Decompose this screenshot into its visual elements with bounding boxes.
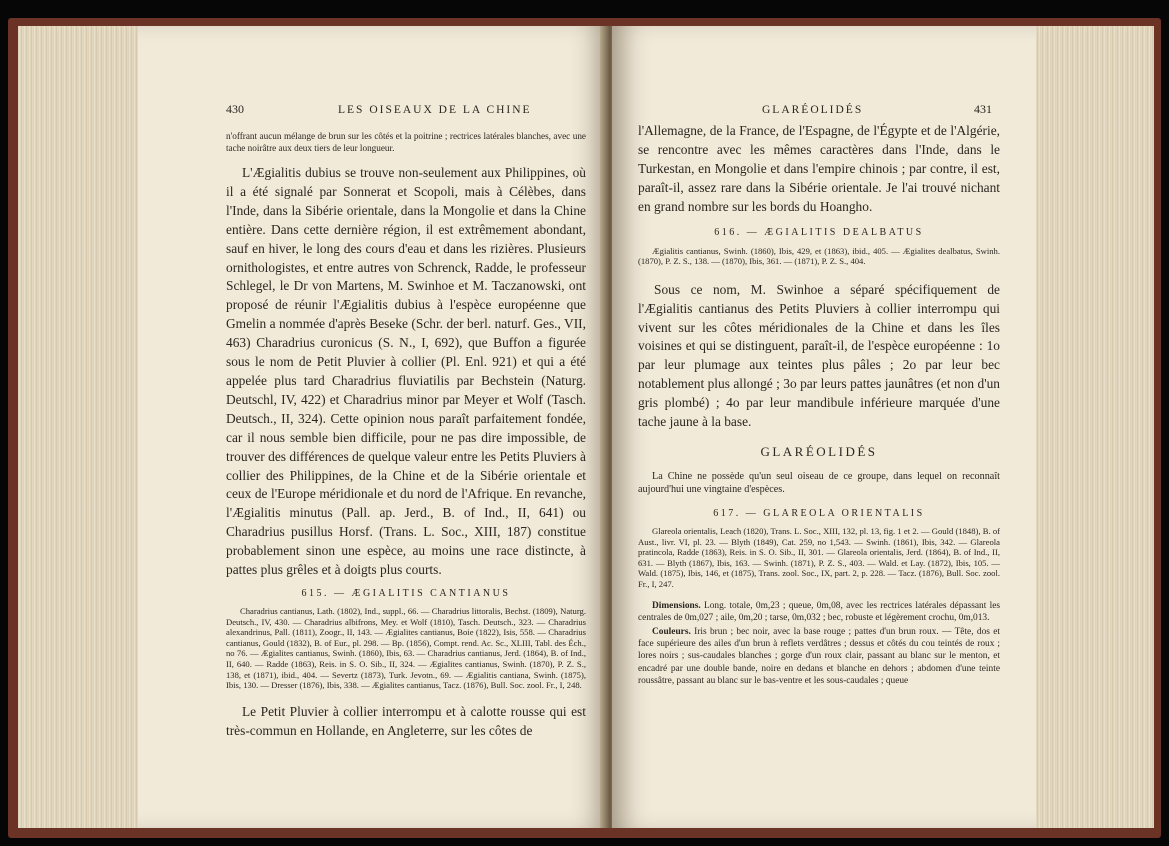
couleurs-text: Iris brun ; bec noir, avec la base rouge ; pattes d'un brun roux. — Tête, dos et face supérieure des ailes d'un brun à reflets verdâtres ; dessus et côtés du cou teintés de roux ; lores noirs ; sus-caudales blanches ; gorge d'un roux clair, passant au blanc sur le menton, et encadré par une double bande, noire en dedans et blanche en dehors ; abdomen d'une teinte roussâtre, passant au blanc sur le bas-ventre et les sous-caudales ; queue [638, 626, 1001, 686]
paragraph: Le Petit Pluvier à collier interrompu et à calotte rousse qui est très-commun en Hollande, en Angleterre, sur les côtes de [226, 703, 586, 738]
section-heading: 615. — ÆGIALITIS CANTIANUS [301, 587, 511, 599]
running-head: GLARÉOLIDÉS [762, 104, 864, 116]
couleurs-paragraph [638, 626, 1000, 687]
synonymy: Ægialitis cantianus, Swinh. (1860), Ibis, 429, et (1863), ibid., 405. — Ægialites dealbatus, Swinh. (1870), P. Z. S., 138. — (1870), Ibis, 361. — (1871), P. Z. S., 404. [638, 245, 1000, 267]
synonymy: Glareola orientalis, Leach (1820), Trans. L. Soc., XIII, 132, pl. 13, fig. 1 et 2. — Gould (1848), B. of Aust., livr. VI, pl. 23. — Blyth (1849), Cat. 259, no 1,543. — Swinh. (1861), Ibis, 342. — Glareola pratincola, Radde (1863), Reis. in S. O. Sib., II, 301. — Glareola orientalis, Jerd. (1864), B. of Ind., II, 631. — Blyth (1867), Ibis, 163. — Swinh. (1871), P. Z. S., 403. — Wald. et Lay. (1872), Ibis, 105. — Wald. (1875), Ibis, 146, et (1875), Trans. zool. Soc., IX, part. 2, p. 228. — Tacz. (1876), Bull. Soc. zool. Fr., I, 247. [638, 525, 1000, 589]
paragraph: l'Allemagne, de la France, de l'Espagne, de l'Égypte et de l'Algérie, se rencontre avec les mêmes caractères dans l'Inde, dans le Turkestan, en Mongolie et dans l'empire chinois ; par contre, il est, paraît-il, assez rare dans la Sibérie orientale. Je l'ai trouvé nichant en grand nombre sur les bords du Hoangho. [638, 123, 1000, 214]
dimensions-text: Long. totale, 0m,23 ; queue, 0m,08, avec les rectrices latérales dépassant les centrales de 0m,027 ; aile, 0m,20 ; tarse, 0m,032 ; bec, robuste et légèrement crochu, 0m,013. [638, 600, 1001, 623]
right-page [612, 26, 1036, 828]
left-page [138, 26, 608, 828]
page-edges-right [1026, 26, 1154, 828]
synonymy: Charadrius cantianus, Lath. (1802), Ind., suppl., 66. — Charadrius littoralis, Bechst. (1809), Naturg. Deutsch., IV, 430. — Charadrius albifrons, Mey. et Wolf (1810), Tasch. Deutsch., 323. — Charadrius alexandrinus, Pall. (1811), Zoogr., II, 143. — Ægialites cantianus, Boie (1822), Isis, 558. — Charadrius cantianus, Gould (1832), B. of Eur., pl. 298. — Bp. (1856), Compt. rend. Ac. Sc., XLIII, Tabl. des Éch., no 76. — Ægialites cantianus, Swinh. (1860), Ibis, 63. — Charadrius cantianus, Jerd. (1864), B. of Ind., II, 640. — Radde (1863), Reis. in S. O. Sib., II, 324. — Ægialites cantianus, Swinh. (1870), P. Z. S., 138, et (1871), ibid., 404. — Severtz (1873), Turk. Jevotn., 69. — Ægialitis cantiana, Swinh. (1875), Ibis, 130. — Dresser (1876), Ibis, 338. — Ægialites cantianus, Tacz. (1876), Bull. Soc. zool. Fr., I, 248. [226, 605, 586, 691]
couleurs-label: Couleurs. [652, 626, 691, 637]
paragraph: La Chine ne possède qu'un seul oiseau de ce groupe, dans lequel on reconnaît aujourd'hui une vingtaine d'espèces. [638, 470, 1000, 495]
page-number: 431 [974, 102, 992, 116]
section-heading: 617. — GLAREOLA ORIENTALIS [713, 507, 925, 519]
page-edges-left [18, 26, 148, 828]
dimensions-paragraph [638, 600, 1000, 624]
page-number: 430 [226, 102, 244, 116]
section-heading: 616. — ÆGIALITIS DEALBATUS [714, 226, 924, 238]
paragraph: L'Ægialitis dubius se trouve non-seulement aux Philippines, où il a été signalé par Sonnerat et Scopoli, mais à Célèbes, dans l'Inde, dans la Sibérie orientale, dans la Mongolie et dans la Chine entière. Dans cette dernière région, il est extrêmement abondant, sauf en hiver, le long des cours d'eau et dans les rizières. Plusieurs ornithologistes, et entre autres von Schrenck, Radde, le professeur Schlegel, le Dr von Martens, M. Swinhoe et M. Taczanowski, ont proposé de réunir l'Ægialitis dubius à l'espèce européenne que Gmelin a nommée d'après Beseke (Schr. der berl. naturf. Ges., VII, 463) Charadrius curonicus (S. N., I, 692), que Buffon a figurée sous le nom de Petit Pluvier à collier (Pl. Enl. 921) et qui a été appelée plus tard Charadrius fluviatilis par Bechstein (Naturg. Deutschl, IV, 422) et Charadrius minor par Meyer et Wolf (Tasch. Deutsch., II, 324). Cette opinion nous paraît parfaitement fondée, car il nous semble bien difficile, pour ne pas dire impossible, de trouver des différences de quelque valeur entre les Petits Pluviers à collier des Philippines, de la Chine et de la Sibérie orientale et ceux de l'Europe méridionale et du nord de l'Afrique. En revanche, l'Ægialitis minutus (Pall. ap. Jerd., B. of Ind., II, 641) ou Charadrius pusillus Horsf. (Trans. L. Soc., XIII, 187) constitue probablement sinon une espèce, au moins une race distincte, à pattes plus grêles et à doigts plus courts. [226, 165, 586, 578]
subsection-title: GLARÉOLIDÉS [760, 443, 878, 459]
intro-fragment: n'offrant aucun mélange de brun sur les côtés et la poitrine ; rectrices latérales blanches, avec une tache noirâtre aux deux tiers de leur longueur. [226, 131, 586, 153]
paragraph: Sous ce nom, M. Swinhoe a séparé spécifiquement de l'Ægialitis cantianus des Petits Pluviers à collier interrompu qui vivent sur les côtes méridionales de la Chine et dans les îles voisines et qui se distinguent, paraît-il, de l'espèce européenne : 1o par leur plumage aux teintes plus pâles ; 2o par leur bec notablement plus allongé ; 3o par leurs pattes jaunâtres (et non d'un gris plombé) ; 4o par leur mandibule inférieure marquée d'une tache jaune à la base. [638, 281, 1000, 430]
running-head: LES OISEAUX DE LA CHINE [338, 104, 532, 116]
dimensions-label: Dimensions. [652, 600, 701, 611]
